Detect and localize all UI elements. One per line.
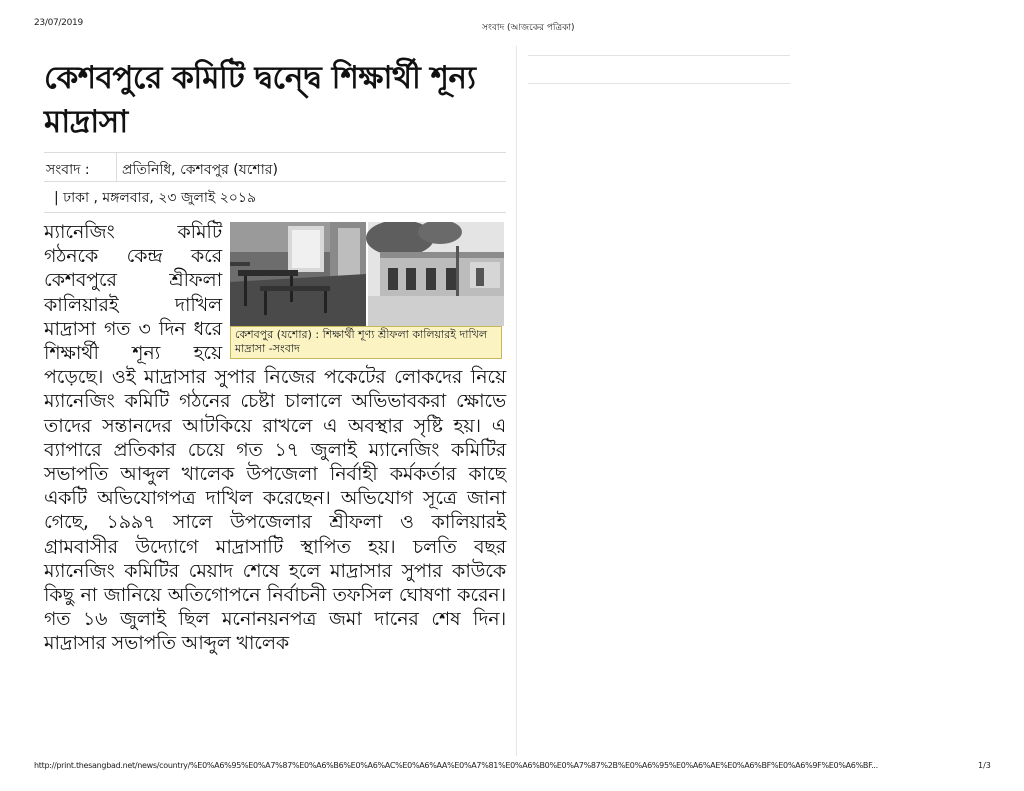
print-site-title: সংবাদ (আজকের পত্রিকা) xyxy=(482,23,575,33)
article-body-text: ম্যানেজিং কমিটি গঠনকে কেন্দ্র করে কেশবপুরে শ্রীফলা কালিয়ারই দাখিল মাদ্রাসা গত ৩ দিন ধরে শিক্ষার্থী শূন্য হয়ে পড়েছে। ওই মাদ্রাসার সুপার নিজের পকেটের লোকদের নিয়ে ম্যানেজিং কমিটি গঠনের চেষ্টা চালালে অভিভাবকরা ক্ষোভে তাদের সন্তানদের আটকিয়ে রাখলে এ অবস্থার সৃষ্টি হয়। এ ব্যাপারে প্রতিকার চেয়ে গত ১৭ জুলাই ম্যানেজিং কমিটির সভাপতি আব্দুল খালেক উপজেলা নির্বাহী কর্মকর্তার কাছে একটি অভিযোগপত্র দাখিল করেছেন। অভিযোগ সূত্রে জানা গেছে, ১৯৯৭ সালে উপজেলার শ্রীফলা ও কালিয়ারই গ্রামবাসীর উদ্যোগে মাদ্রাসাটি স্থাপিত হয়। চলতি বছর ম্যানেজিং কমিটির মেয়াদ শেষে হলে মাদ্রাসার সুপার কাউকে কিছু না জানিয়ে অতিগোপনে নির্বাচনী তফসিল ঘোষণা করেন। গত ১৬ জুলাই ছিল মনোনয়নপত্র জমা দানের শেষ দিন। মাদ্রাসার সভাপতি আব্দুল খালেক xyxy=(44,221,506,655)
photo-caption: কেশবপুর (যশোর) : শিক্ষার্থী শূণ্য শ্রীফলা কালিয়ারই দাখিল মাদ্রাসা -সংবাদ xyxy=(230,326,502,359)
meta-divider xyxy=(116,153,117,181)
source-label: সংবাদ : xyxy=(46,162,90,178)
print-page-number: 1/3 xyxy=(978,761,991,770)
print-footer-url: http://print.thesangbad.net/news/country/%E0%A6%95%E0%A7%87%E0%A6%B6%E0%A6%AC%E0%A6%AA%E0%A7%81%E0%A6%B0%E0%A7%87%2B%E0%A6%95%E0%A6%AE%E0%A6%BF%E0%A6%9F%E0%A6%BF... xyxy=(34,761,878,770)
dateline-divider xyxy=(44,212,506,213)
photo-float-spacer xyxy=(222,220,506,365)
article-body xyxy=(44,220,506,656)
article-meta-row xyxy=(44,152,506,182)
sidebar-rule-bottom xyxy=(528,83,790,84)
print-date: 23/07/2019 xyxy=(34,18,83,28)
article-column xyxy=(44,56,506,655)
column-divider xyxy=(516,46,517,756)
article-byline: প্রতিনিধি, কেশবপুর (যশোর) xyxy=(122,162,278,178)
article-headline: কেশবপুরে কমিটি দ্বন্দ্বে শিক্ষার্থী শূন্য মাদ্রাসা xyxy=(44,60,476,140)
article-dateline: | ঢাকা , মঙ্গলবার, ২৩ জুলাই ২০১৯ xyxy=(54,190,257,206)
sidebar-rule-top xyxy=(528,55,790,56)
